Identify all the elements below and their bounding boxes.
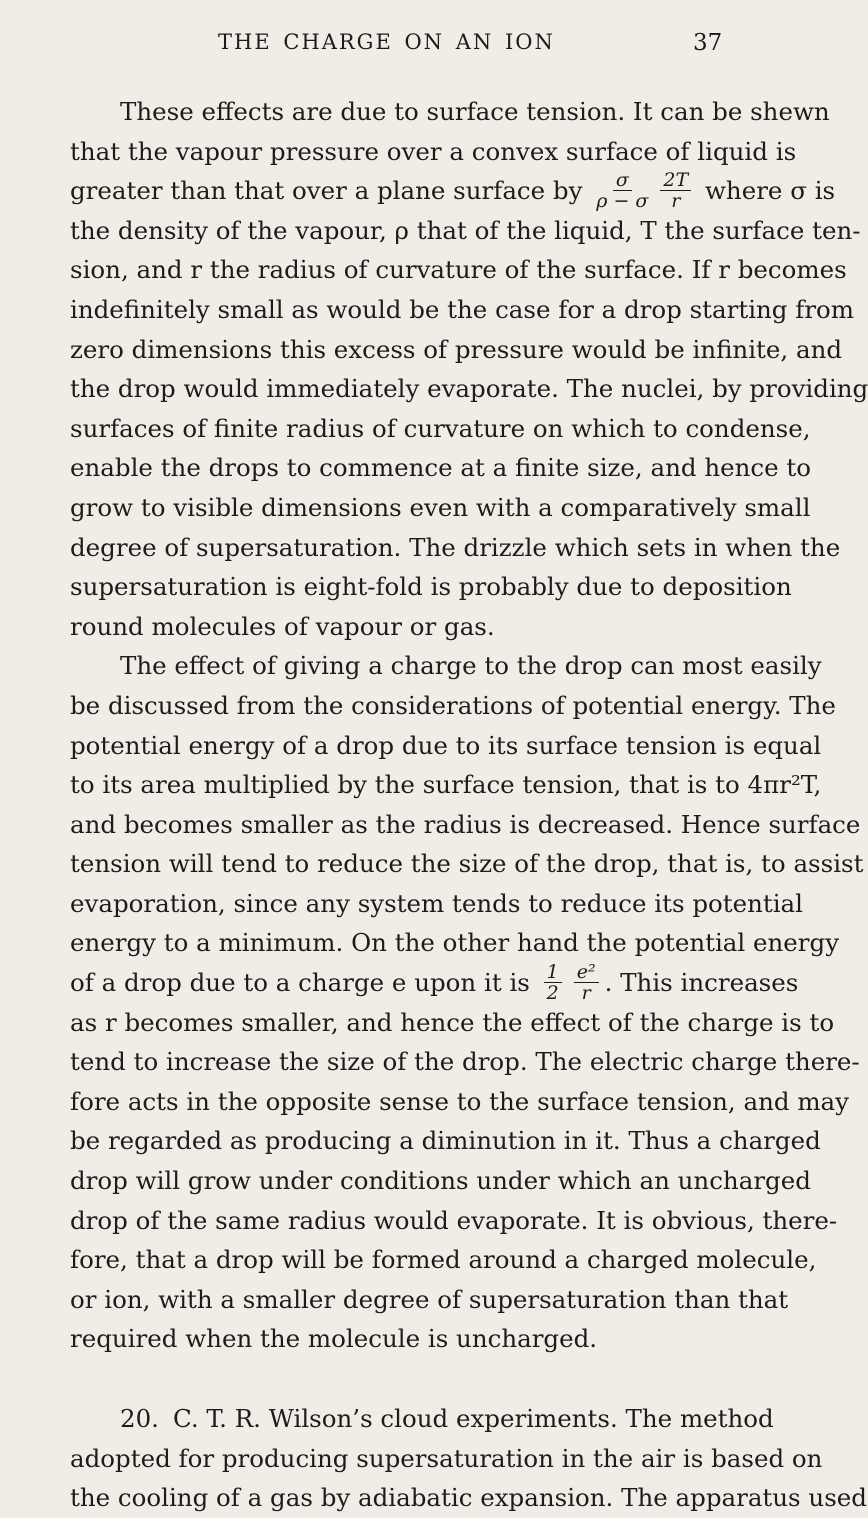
text-line: the cooling of a gas by adiabatic expansion. The apparatus used <box>70 1483 867 1513</box>
text-line: and becomes smaller as the radius is decreased. Hence surface <box>70 809 861 839</box>
text-line: zero dimensions this excess of pressure would be infinite, and <box>70 334 843 364</box>
text-line: to its area multiplied by the surface tension, that is to 4πr²T, <box>70 770 822 800</box>
section-heading-line <box>70 1399 774 1439</box>
text-fragment: where σ is <box>697 176 836 206</box>
text-line: required when the molecule is uncharged. <box>70 1324 598 1354</box>
text-line: grow to visible dimensions even with a comparatively small <box>70 492 811 522</box>
section-spacer <box>70 1359 750 1399</box>
text-line: energy to a minimum. On the other hand the potential energy <box>70 928 840 958</box>
text-fragment: . This increases <box>604 968 799 998</box>
fraction-denominator: 2 <box>546 982 559 1005</box>
fraction-numerator: 1 <box>544 962 562 983</box>
section-number: 20. <box>120 1404 159 1433</box>
page-body <box>70 92 868 1518</box>
text-line: be discussed from the considerations of potential energy. The <box>70 690 836 720</box>
text-line: drop will grow under conditions under which an uncharged <box>70 1166 811 1196</box>
fraction-numerator: e² <box>574 962 599 983</box>
text-line: as r becomes smaller, and hence the effect of the charge is to <box>70 1007 835 1037</box>
fraction-numerator: 2T <box>660 170 691 191</box>
text-line: supersaturation is eight-fold is probably due to deposition <box>70 572 792 602</box>
text-line: be regarded as producing a diminution in it. Thus a charged <box>70 1126 821 1156</box>
fraction-e-squared-over-r <box>574 962 599 1003</box>
fraction-denominator: ρ − σ <box>596 190 649 213</box>
running-title: THE CHARGE ON AN ION <box>218 30 555 54</box>
text-line: tend to increase the size of the drop. The electric charge there- <box>70 1047 860 1077</box>
text-line: surfaces of finite radius of curvature on which to condense, <box>70 413 811 443</box>
text-line: enable the drops to commence at a finite size, and hence to <box>70 453 812 483</box>
text-fragment: of a drop due to a charge e upon it is <box>70 968 538 998</box>
text-line: evaporation, since any system tends to reduce its potential <box>70 888 804 918</box>
page-number: 37 <box>693 30 723 56</box>
text-line: the drop would immediately evaporate. The nuclei, by providing <box>70 374 868 404</box>
text-line: round molecules of vapour or gas. <box>70 611 495 641</box>
text-line: fore acts in the opposite sense to the surface tension, and may <box>70 1086 849 1116</box>
text-line: drop of the same radius would evaporate. It is obvious, there- <box>70 1205 838 1235</box>
text-line: indefinitely small as would be the case for a drop starting from <box>70 294 855 324</box>
text-line: adopted for producing supersaturation in the air is based on <box>70 1443 823 1473</box>
formula-line <box>70 961 799 1005</box>
text-fragment: The method <box>625 1404 774 1433</box>
text-line: fore, that a drop will be formed around a charged molecule, <box>70 1245 817 1275</box>
text-line: degree of supersaturation. The drizzle which sets in when the <box>70 532 841 562</box>
running-head <box>0 30 800 64</box>
text-fragment: greater than that over a plane surface by <box>70 176 591 206</box>
fraction-denominator: r <box>581 982 591 1005</box>
section-heading: C. T. R. Wilson’s cloud experiments. <box>172 1404 618 1433</box>
text-line: sion, and r the radius of curvature of the surface. If r becomes <box>70 255 847 285</box>
fraction-denominator: r <box>671 190 681 213</box>
text-line: potential energy of a drop due to its surface tension is equal <box>70 730 822 760</box>
text-line: tension will tend to reduce the size of the drop, that is, to assist <box>70 849 864 879</box>
fraction-numerator: σ <box>613 170 632 191</box>
text-line: These effects are due to surface tension. It can be shewn <box>120 97 830 126</box>
text-line: the density of the vapour, ρ that of the liquid, T the surface ten- <box>70 215 861 245</box>
fraction-one-half <box>544 962 562 1003</box>
formula-line <box>70 169 836 213</box>
text-line: The effect of giving a charge to the drop can most easily <box>120 651 822 681</box>
text-line: that the vapour pressure over a convex surface of liquid is <box>70 136 797 166</box>
fraction-sigma-over-rho-minus-sigma <box>596 170 648 211</box>
fraction-2t-over-r <box>660 170 691 211</box>
text-line: or ion, with a smaller degree of supersaturation than that <box>70 1284 789 1314</box>
